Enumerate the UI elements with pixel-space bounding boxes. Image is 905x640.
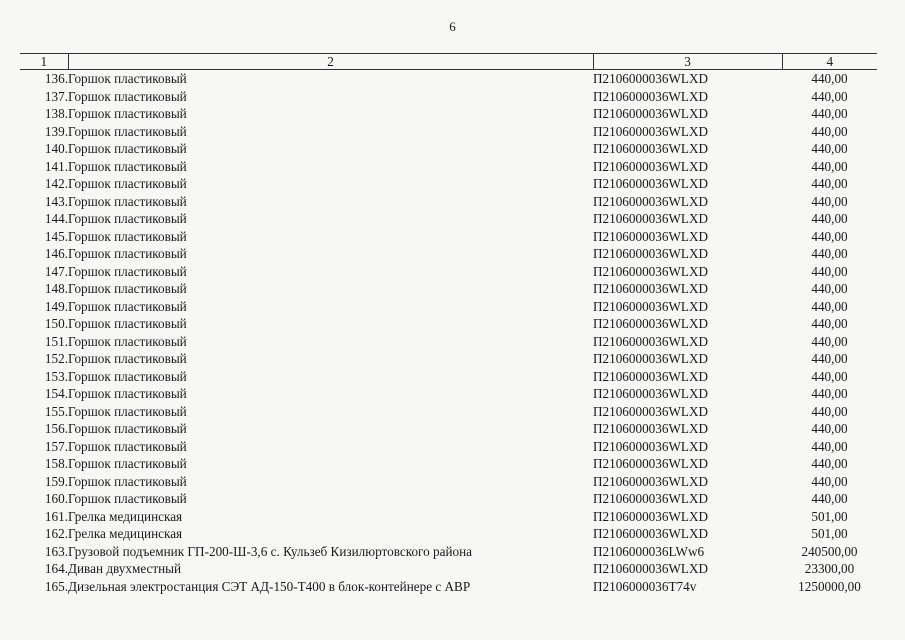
table-row bbox=[20, 193, 877, 211]
item-name: Горшок пластиковый bbox=[68, 298, 187, 314]
table-row bbox=[20, 420, 877, 438]
inventory-code: П2106000036WLXD bbox=[593, 316, 709, 331]
item-price: 440,00 bbox=[811, 368, 848, 384]
column-header-3: 3 bbox=[593, 54, 782, 70]
item-price: 440,00 bbox=[811, 106, 848, 121]
item-price: 440,00 bbox=[811, 421, 848, 436]
item-name: Грузовой подъемник ГП-200-Ш-3,6 с. Кульзеб Кизилюртовского района bbox=[68, 543, 473, 559]
inventory-code: П2106000036WLXD bbox=[593, 421, 709, 436]
item-name: Горшок пластиковый bbox=[68, 246, 187, 261]
table-body bbox=[20, 70, 877, 596]
item-price: 440,00 bbox=[811, 141, 848, 156]
row-number: 157. bbox=[44, 438, 68, 454]
inventory-code: П2106000036WLXD bbox=[593, 491, 709, 506]
row-number: 136. bbox=[44, 71, 68, 86]
inventory-code: П2106000036WLXD bbox=[593, 333, 709, 349]
item-name: Горшок пластиковый bbox=[68, 351, 187, 366]
row-number: 153. bbox=[44, 368, 68, 384]
row-number: 159. bbox=[44, 473, 68, 489]
item-price: 440,00 bbox=[811, 193, 848, 209]
inventory-table bbox=[20, 53, 877, 595]
inventory-code: П2106000036WLXD bbox=[593, 368, 709, 384]
item-price: 440,00 bbox=[811, 473, 848, 489]
item-price: 23300,00 bbox=[804, 561, 855, 576]
column-header-2: 2 bbox=[68, 54, 593, 70]
table-row bbox=[20, 245, 877, 263]
table-header-row bbox=[20, 54, 877, 70]
table-row bbox=[20, 473, 877, 491]
inventory-code: П2106000036WLXD bbox=[593, 193, 709, 209]
row-number: 163. bbox=[44, 543, 68, 559]
row-number: 139. bbox=[44, 123, 68, 139]
item-name: Горшок пластиковый bbox=[68, 491, 187, 506]
item-price: 440,00 bbox=[811, 281, 848, 296]
table-row bbox=[20, 508, 877, 526]
item-price: 501,00 bbox=[811, 508, 848, 524]
inventory-code: П2106000036WLXD bbox=[593, 508, 709, 524]
row-number: 141. bbox=[44, 158, 68, 174]
inventory-code: П2106000036WLXD bbox=[593, 281, 709, 296]
table-row bbox=[20, 490, 877, 508]
table-row bbox=[20, 210, 877, 228]
table-row bbox=[20, 385, 877, 403]
inventory-code: П2106000036WLXD bbox=[593, 123, 709, 139]
inventory-code: П2106000036Т74v bbox=[593, 578, 697, 594]
inventory-code: П2106000036WLXD bbox=[593, 263, 709, 279]
item-name: Горшок пластиковый bbox=[68, 333, 187, 349]
item-price: 440,00 bbox=[811, 263, 848, 279]
table-row bbox=[20, 158, 877, 176]
inventory-code: П2106000036LWw6 bbox=[593, 543, 705, 559]
inventory-code: П2106000036WLXD bbox=[593, 561, 709, 576]
row-number: 154. bbox=[44, 386, 68, 401]
item-price: 440,00 bbox=[811, 491, 848, 506]
item-name: Дизельная электростанция СЭТ АД-150-Т400 в блок-контейнере с АВР bbox=[68, 578, 471, 594]
item-name: Горшок пластиковый bbox=[68, 473, 187, 489]
row-number: 161. bbox=[44, 508, 68, 524]
inventory-code: П2106000036WLXD bbox=[593, 473, 709, 489]
table-row bbox=[20, 455, 877, 473]
item-name: Горшок пластиковый bbox=[68, 141, 187, 156]
table-row bbox=[20, 298, 877, 316]
item-name: Горшок пластиковый bbox=[68, 123, 187, 139]
item-name: Диван двухместный bbox=[68, 561, 182, 576]
row-number: 160. bbox=[44, 491, 68, 506]
item-name: Горшок пластиковый bbox=[68, 228, 187, 244]
inventory-code: П2106000036WLXD bbox=[593, 386, 709, 401]
item-name: Грелка медицинская bbox=[68, 526, 183, 541]
row-number: 145. bbox=[44, 228, 68, 244]
row-number: 150. bbox=[44, 316, 68, 331]
table-row bbox=[20, 350, 877, 368]
table-row bbox=[20, 105, 877, 123]
table-row bbox=[20, 578, 877, 596]
item-price: 440,00 bbox=[811, 158, 848, 174]
column-header-1: 1 bbox=[20, 54, 68, 70]
column-header-4: 4 bbox=[782, 54, 877, 70]
item-price: 440,00 bbox=[811, 176, 848, 191]
item-name: Горшок пластиковый bbox=[68, 368, 187, 384]
item-price: 440,00 bbox=[811, 386, 848, 401]
table-row bbox=[20, 123, 877, 141]
item-price: 440,00 bbox=[811, 403, 848, 419]
table-row bbox=[20, 525, 877, 543]
item-name: Горшок пластиковый bbox=[68, 158, 187, 174]
table-row bbox=[20, 403, 877, 421]
item-name: Горшок пластиковый bbox=[68, 316, 187, 331]
item-name: Горшок пластиковый bbox=[68, 176, 187, 191]
table-row bbox=[20, 175, 877, 193]
item-price: 440,00 bbox=[811, 123, 848, 139]
table-row bbox=[20, 228, 877, 246]
row-number: 165. bbox=[44, 578, 68, 594]
item-price: 1250000,00 bbox=[798, 578, 861, 594]
table-row bbox=[20, 560, 877, 578]
row-number: 162. bbox=[44, 526, 68, 541]
item-name: Горшок пластиковый bbox=[68, 438, 187, 454]
table-row bbox=[20, 88, 877, 106]
item-price: 440,00 bbox=[811, 351, 848, 366]
item-name: Горшок пластиковый bbox=[68, 193, 187, 209]
table-row bbox=[20, 140, 877, 158]
row-number: 151. bbox=[44, 333, 68, 349]
row-number: 140. bbox=[44, 141, 68, 156]
item-name: Горшок пластиковый bbox=[68, 71, 187, 86]
row-number: 156. bbox=[44, 421, 68, 436]
row-number: 155. bbox=[44, 403, 68, 419]
inventory-code: П2106000036WLXD bbox=[593, 141, 709, 156]
item-price: 440,00 bbox=[811, 88, 848, 104]
table-row bbox=[20, 333, 877, 351]
page-number: 6 bbox=[449, 19, 456, 34]
item-name: Горшок пластиковый bbox=[68, 281, 187, 296]
item-price: 440,00 bbox=[811, 333, 848, 349]
item-name: Горшок пластиковый bbox=[68, 263, 187, 279]
table-row bbox=[20, 280, 877, 298]
inventory-code: П2106000036WLXD bbox=[593, 351, 709, 366]
inventory-code: П2106000036WLXD bbox=[593, 158, 709, 174]
item-price: 440,00 bbox=[811, 228, 848, 244]
row-number: 152. bbox=[44, 351, 68, 366]
table-row bbox=[20, 70, 877, 88]
item-price: 440,00 bbox=[811, 316, 848, 331]
item-name: Горшок пластиковый bbox=[68, 421, 187, 436]
item-name: Горшок пластиковый bbox=[68, 456, 187, 471]
table-row bbox=[20, 315, 877, 333]
row-number: 137. bbox=[44, 88, 68, 104]
row-number: 146. bbox=[44, 246, 68, 261]
row-number: 147. bbox=[44, 263, 68, 279]
item-name: Горшок пластиковый bbox=[68, 106, 187, 121]
table-row bbox=[20, 438, 877, 456]
table-row bbox=[20, 368, 877, 386]
inventory-code: П2106000036WLXD bbox=[593, 228, 709, 244]
row-number: 148. bbox=[44, 281, 68, 296]
row-number: 138. bbox=[44, 106, 68, 121]
item-price: 440,00 bbox=[811, 211, 848, 226]
item-price: 440,00 bbox=[811, 246, 848, 261]
inventory-code: П2106000036WLXD bbox=[593, 88, 709, 104]
item-price: 440,00 bbox=[811, 456, 848, 471]
row-number: 144. bbox=[44, 211, 68, 226]
inventory-code: П2106000036WLXD bbox=[593, 211, 709, 226]
item-price: 501,00 bbox=[811, 526, 848, 541]
inventory-code: П2106000036WLXD bbox=[593, 298, 709, 314]
row-number: 143. bbox=[44, 193, 68, 209]
row-number: 142. bbox=[44, 176, 68, 191]
inventory-code: П2106000036WLXD bbox=[593, 526, 709, 541]
item-name: Горшок пластиковый bbox=[68, 88, 187, 104]
item-name: Горшок пластиковый bbox=[68, 403, 187, 419]
inventory-code: П2106000036WLXD bbox=[593, 403, 709, 419]
row-number: 164. bbox=[44, 561, 68, 576]
item-price: 440,00 bbox=[811, 438, 848, 454]
table-row bbox=[20, 263, 877, 281]
item-price: 440,00 bbox=[811, 298, 848, 314]
inventory-code: П2106000036WLXD bbox=[593, 71, 709, 86]
table-row bbox=[20, 543, 877, 561]
item-price: 240500,00 bbox=[801, 543, 858, 559]
item-name: Горшок пластиковый bbox=[68, 386, 187, 401]
inventory-code: П2106000036WLXD bbox=[593, 106, 709, 121]
row-number: 158. bbox=[44, 456, 68, 471]
item-name: Горшок пластиковый bbox=[68, 211, 187, 226]
inventory-code: П2106000036WLXD bbox=[593, 456, 709, 471]
inventory-code: П2106000036WLXD bbox=[593, 246, 709, 261]
inventory-code: П2106000036WLXD bbox=[593, 438, 709, 454]
row-number: 149. bbox=[44, 298, 68, 314]
inventory-code: П2106000036WLXD bbox=[593, 176, 709, 191]
item-price: 440,00 bbox=[811, 71, 848, 86]
item-name: Грелка медицинская bbox=[68, 508, 183, 524]
